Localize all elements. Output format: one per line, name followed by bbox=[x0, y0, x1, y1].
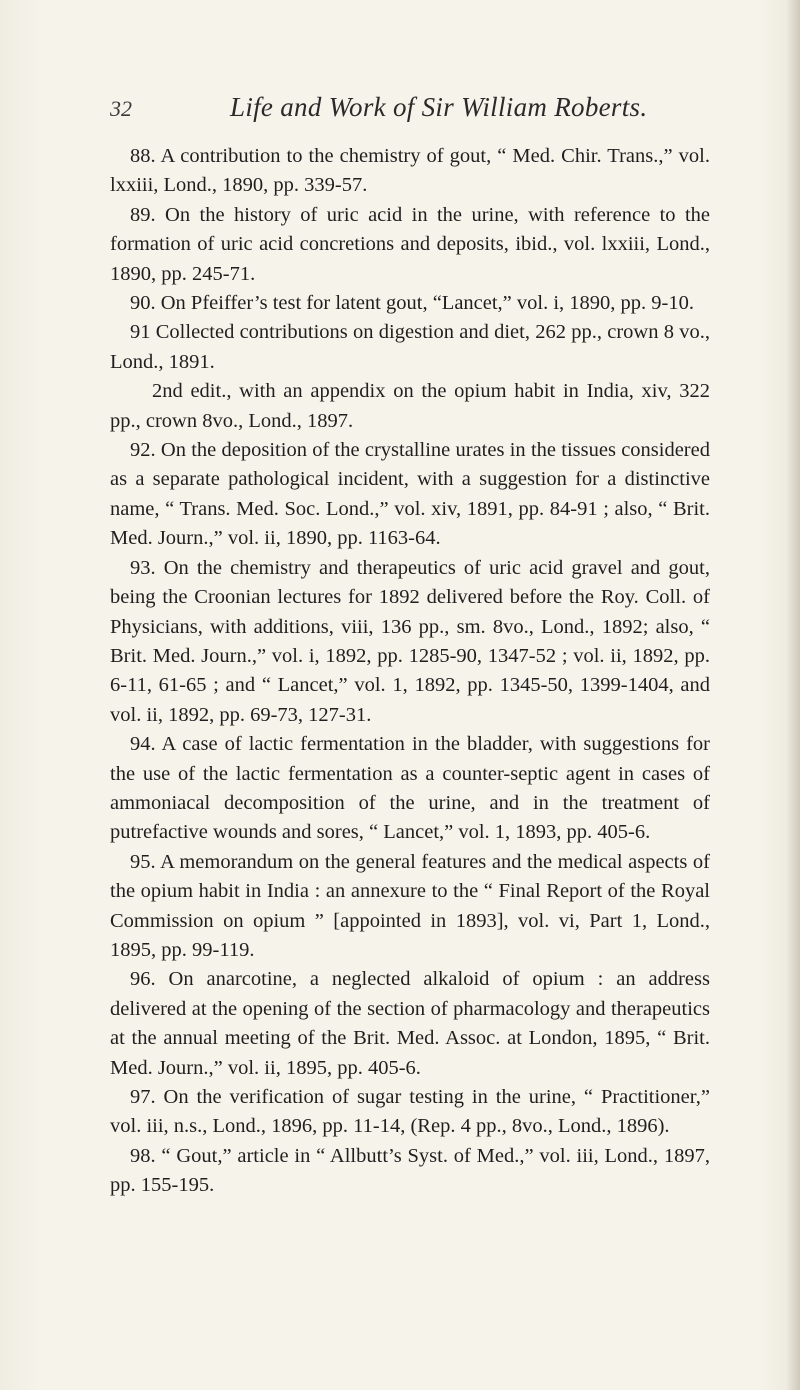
bibliography-entry-95: 95. A memorandum on the general features and the medical aspects of the opium habit in India : an annexure to the “ Final Report of the Royal Commission on opium ” [appointed in 1893], vol. vi, Part 1, Lond., 1895, pp. 99-119. bbox=[110, 850, 710, 961]
bibliography-entry-94: 94. A case of lactic fermentation in the bladder, with suggestions for the use of the lactic fermentation as a counter-septic agent in cases of ammoniacal decomposition of the urine, and in the treatment of putrefactive wounds and sores, “ Lancet,” vol. 1, 1893, pp. 405-6. bbox=[110, 733, 710, 844]
bibliography-entry-88: 88. A contribution to the chemistry of gout, “ Med. Chir. Trans.,” vol. lxxiii, Lond., 1890, pp. 339-57. bbox=[110, 145, 710, 197]
bibliography-entry-98: 98. “ Gout,” article in “ Allbutt’s Syst. of Med.,” vol. iii, Lond., 1897, pp. 155-195. bbox=[110, 1144, 710, 1197]
bibliography-entry-91-second-edition: 2nd edit., with an appendix on the opium habit in India, xiv, 322 pp., crown 8vo., Lond., 1897. bbox=[110, 380, 710, 432]
bibliography-entry-91: 91 Collected contributions on digestion and diet, 262 pp., crown 8 vo., Lond., 1891. bbox=[110, 321, 710, 373]
bibliography-entry-89: 89. On the history of uric acid in the urine, with reference to the formation of uric acid concretions and deposits, ibid., vol. lxxiii, Lond., 1890, pp. 245-71. bbox=[110, 203, 710, 285]
bibliography-entry-97: 97. On the verification of sugar testing in the urine, “ Practitioner,” vol. iii, n.s., Lond., 1896, pp. 11-14, (Rep. 4 pp., 8vo., Lond., 1896). bbox=[110, 1086, 710, 1138]
running-title: Life and Work of Sir William Roberts. bbox=[230, 92, 648, 122]
page-header bbox=[110, 92, 710, 132]
bibliography-list bbox=[110, 142, 710, 1201]
bibliography-entry-93: 93. On the chemistry and therapeutics of uric acid gravel and gout, being the Croonian lectures for 1892 delivered before the Roy. Coll. of Physicians, with additions, viii, 136 pp., sm. 8vo., Lond., 1892; also, “ Brit. Med. Journ.,” vol. i, 1892, pp. 1285-90, 1347-52 ; vol. ii, 1892, pp. 6-11, 61-65 ; and “ Lancet,” vol. 1, 1892, pp. 1345-50, 1399-1404, and vol. ii, 1892, pp. 69-73, 127-31. bbox=[110, 556, 710, 726]
page-number: 32 bbox=[110, 96, 132, 121]
bibliography-entry-92: 92. On the deposition of the crystalline urates in the tissues considered as a separate pathological incident, with a suggestion for a distinctive name, “ Trans. Med. Soc. Lond.,” vol. xiv, 1891, pp. 84-91 ; also, “ Brit. Med. Journ.,” vol. ii, 1890, pp. 1163-64. bbox=[110, 439, 710, 550]
bibliography-entry-96: 96. On anarcotine, a neglected alkaloid of opium : an address delivered at the opening of the section of pharmacology and therapeutics at the annual meeting of the Brit. Med. Assoc. at London, 1895, “ Brit. Med. Journ.,” vol. ii, 1895, pp. 405-6. bbox=[110, 968, 710, 1079]
bibliography-entry-90: 90. On Pfeiffer’s test for latent gout, “Lancet,” vol. i, 1890, pp. 9-10. bbox=[130, 292, 695, 315]
page-edge-shadow bbox=[786, 0, 800, 1390]
